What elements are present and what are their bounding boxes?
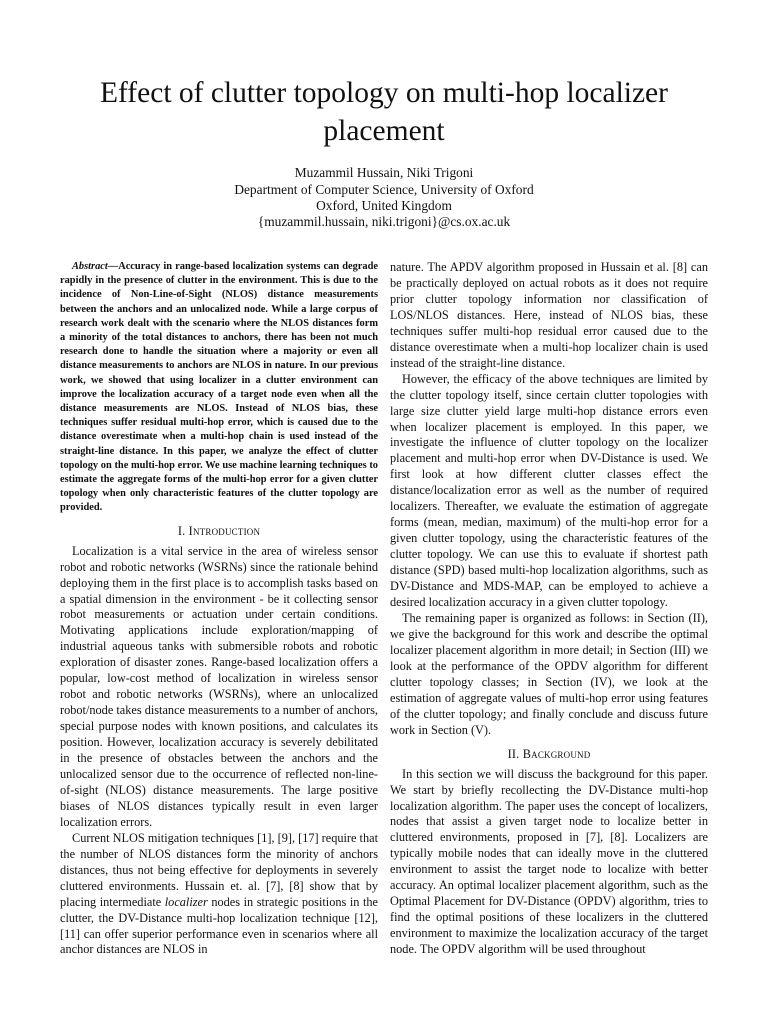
text-run: Current NLOS mitigation techniques [1], [9], [17] require that the number of NLOS distances form the minority of anchors distances, thus not being effective for deployments in severely cluttered environments. Hussain et. al. [7], [8] show that by placing intermediate bbox=[60, 830, 378, 909]
abstract-text: Accuracy in range-based localization systems can degrade rapidly in the presence of clutter in the environment. This is due to the incidence of Non-Line-of-Sight (NLOS) distance measurements between the anchors and an unlocalized node. While a large corpus of research work dealt with the scenario where the NLOS distances form a minority of the total distances to anchors, there has been not much research done to handle the situation where a majority or even all distance measurements to anchors are NLOS in nature. In our previous work, we showed that using localizer in a clutter environment can improve the localization accuracy of a target node even when all the distance measurements are NLOS. Instead of NLOS bias, these techniques suffer residual multi-hop error, which is caused due to the distance overestimate when a multi-hop chain is used instead of the straight-line distance. In this paper, we analyze the effect of clutter topology on the multi-hop error. We use machine learning techniques to estimate the aggregate forms of the multi-hop error for a given clutter topology when only characteristic features of the clutter topology are provided. bbox=[60, 261, 378, 514]
paragraph: However, the efficacy of the above techniques are limited by the clutter topology itself, since certain clutter topologies with large size clutter yield large multi-hop distance errors even when localizer placement is employed. In this paper, we investigate the influence of clutter topology on the localizer placement and multi-hop error when DV-Distance is used. We first look at how different clutter classes effect the distance/localization error as well as the number of required localizers. Thereafter, we evaluate the estimation of aggregate forms (mean, median, maximum) of the multi-hop error for a given clutter topology, using the characteristic features of the clutter topology. We can use this to evaluate if shortest path distance (SPD) based multi-hop localization algorithms, such as DV-Distance and MDS-MAP, can be employed to achieve a desired localization accuracy in a given clutter topology. bbox=[390, 371, 708, 610]
left-column bbox=[60, 260, 378, 958]
paragraph: In this section we will discuss the background for this paper. We start by briefly recollecting the DV-Distance multi-hop localization algorithm. The paper uses the concept of localizers, nodes that assist a given target node to localize better in cluttered environments, proposed in [7], [8]. Localizers are typically mobile nodes that can ideally move in the cluttered environment to assist the target node to localize with better accuracy. An optimal localizer placement algorithm, such as the Optimal Placement for DV-Distance (OPDV) algorithm, tries to find the optimal positions of these localizers in the cluttered environment to maximize the localization accuracy of the target node. The OPDV algorithm will be used throughout bbox=[390, 766, 708, 957]
section-heading-introduction bbox=[60, 523, 378, 539]
emphasis: localizer bbox=[164, 894, 208, 909]
affiliation: Department of Computer Science, University of Oxford bbox=[234, 182, 534, 197]
section-heading-background bbox=[390, 746, 708, 762]
paragraph: The remaining paper is organized as follows: in Section (II), we give the background for this work and describe the optimal localizer placement algorithm in more detail; in Section (III) we look at the performance of the OPDV algorithm for different clutter topology classes; in Section (IV), we look at the estimation of aggregate values of multi-hop error using features of the clutter topology; and finally conclude and discuss future work in Section (V). bbox=[390, 610, 708, 737]
text-run: nodes in strategic positions in the clutter, the DV-Distance multi-hop localization technique [12], [11] can offer superior performance even in scenarios where all anchor distances are NLOS in bbox=[60, 894, 378, 957]
paragraph: Localization is a vital service in the area of wireless sensor robot and robotic networks (WSRNs) since the rationale behind deploying them in the first place is to accomplish tasks based on a spatial dimension in the environment - be it collecting sensor robot measurements or actuation under certain conditions. Motivating applications include exploration/mapping of industrial aqueous tanks with submersible robots and robotic exploration of disaster zones. Range-based localization offers a popular, low-cost method of localization in wireless sensor robot and robotic networks (WSRNs), where an unlocalized robot/node takes distance measurements to a number of anchors, special purpose nodes with known positions, and calculates its position. However, localization accuracy is severely debilitated in the presence of obstacles between the anchors and the unlocalized sensor due to the occurrence of reflected non-line-of-sight (NLOS) distance measurements. The large positive biases of NLOS distances typically result in even larger localization errors. bbox=[60, 543, 378, 829]
paragraph: nature. The APDV algorithm proposed in Hussain et al. [8] can be practically deployed on actual robots as it does not require prior clutter topology information nor classification of LOS/NLOS distances. Here, instead of NLOS bias, these techniques suffer multi-hop residual error caused due to the distance overestimate when a multi-hop localizer chain is used instead of the straight-line distance. bbox=[390, 260, 708, 370]
paper-title: Effect of clutter topology on multi-hop localizer placement bbox=[100, 77, 668, 147]
author-names: Muzammil Hussain, Niki Trigoni bbox=[294, 165, 474, 180]
paragraph bbox=[60, 831, 378, 959]
author-block bbox=[60, 165, 708, 230]
location: Oxford, United Kingdom bbox=[316, 198, 452, 213]
section-name: Introduction bbox=[188, 523, 261, 538]
email: {muzammil.hussain, niki.trigoni}@cs.ox.ac.uk bbox=[257, 214, 511, 229]
section-numeral: II. bbox=[507, 746, 520, 761]
section-name: Background bbox=[522, 746, 591, 761]
abstract-dash: — bbox=[107, 261, 119, 272]
section-numeral: I. bbox=[177, 523, 186, 538]
abstract-label: Abstract bbox=[72, 261, 108, 272]
abstract bbox=[60, 260, 378, 516]
right-column bbox=[390, 260, 708, 958]
